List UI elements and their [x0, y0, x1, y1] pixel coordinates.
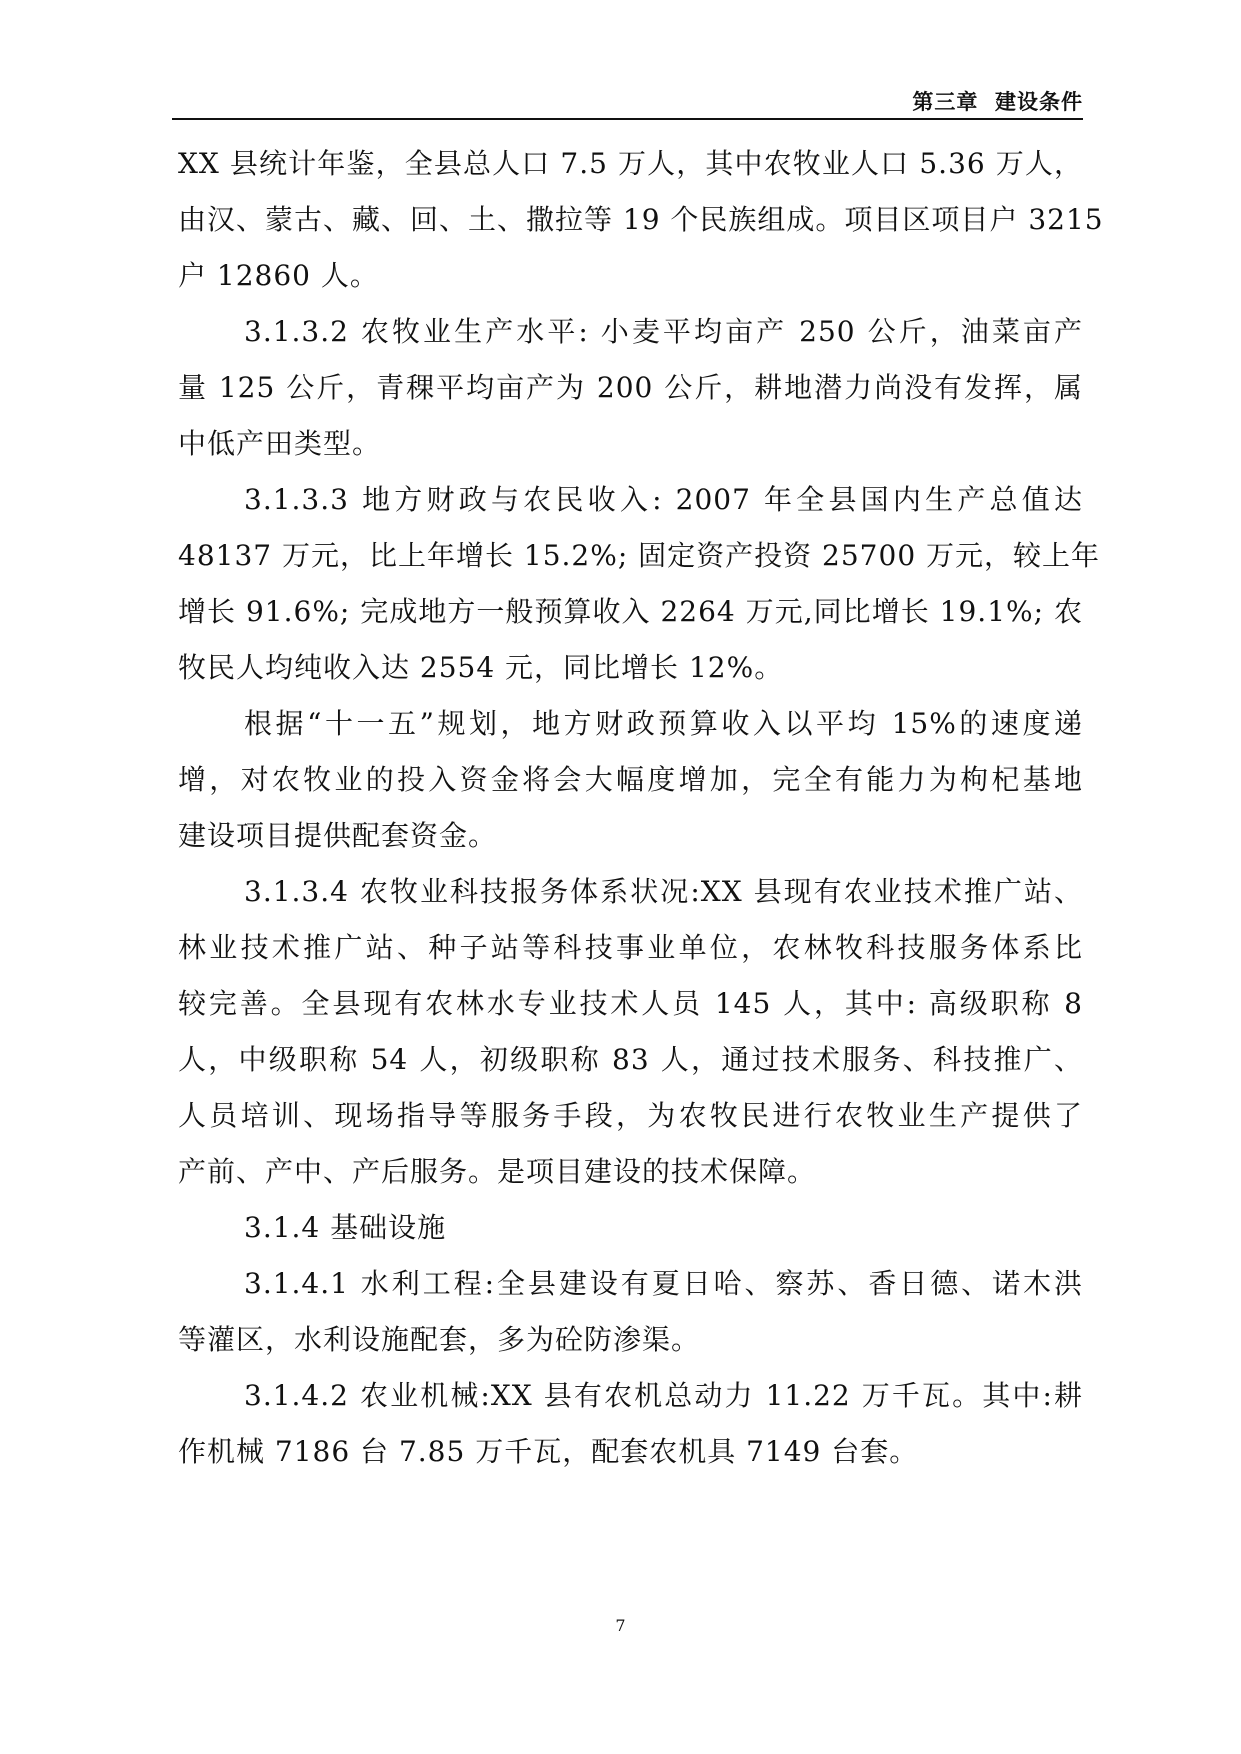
- body-line: 根据“十一五”规划，地方财政预算收入以平均 15%的速度递: [244, 707, 1083, 740]
- section-heading: 3.1.4 基础设施: [244, 1211, 447, 1244]
- body-line: 作机械 7186 台 7.85 万千瓦，配套农机具 7149 台套。: [178, 1435, 919, 1468]
- body-line: 增，对农牧业的投入资金将会大幅度增加，完全有能力为枸杞基地: [178, 763, 1083, 796]
- body-line: 建设项目提供配套资金。: [178, 819, 498, 852]
- header-rule: [172, 118, 1083, 120]
- body-line: 3.1.3.4 农牧业科技报务体系状况:XX 县现有农业技术推广站、: [244, 875, 1083, 908]
- page-number: 7: [615, 1616, 626, 1635]
- body-line: 量 125 公斤，青稞平均亩产为 200 公斤，耕地潜力尚没有发挥，属: [178, 371, 1083, 404]
- body-line: XX 县统计年鉴，全县总人口 7.5 万人，其中农牧业人口 5.36 万人，: [178, 147, 1083, 180]
- body-line: 由汉、蒙古、藏、回、土、撒拉等 19 个民族组成。项目区项目户 3215: [178, 203, 1104, 236]
- body-line: 户 12860 人。: [178, 259, 379, 292]
- body-line: 等灌区，水利设施配套，多为砼防渗渠。: [178, 1323, 701, 1356]
- body-line: 人员培训、现场指导等服务手段，为农牧民进行农牧业生产提供了: [178, 1099, 1083, 1132]
- body-line: 中低产田类型。: [178, 427, 382, 460]
- body-line: 3.1.4.1 水利工程:全县建设有夏日哈、察苏、香日德、诺木洪: [244, 1267, 1083, 1300]
- body-line: 牧民人均纯收入达 2554 元，同比增长 12%。: [178, 651, 784, 684]
- body-line: 3.1.4.2 农业机械:XX 县有农机总动力 11.22 万千瓦。其中:耕: [244, 1379, 1083, 1412]
- body-line: 人，中级职称 54 人，初级职称 83 人，通过技术服务、科技推广、: [178, 1043, 1083, 1076]
- body-line: 3.1.3.2 农牧业生产水平: 小麦平均亩产 250 公斤，油菜亩产: [244, 315, 1083, 348]
- body-line: 林业技术推广站、种子站等科技事业单位，农林牧科技服务体系比: [178, 931, 1083, 964]
- body-line: 48137 万元，比上年增长 15.2%; 固定资产投资 25700 万元，较上年: [178, 539, 1101, 572]
- body-line: 较完善。全县现有农林水专业技术人员 145 人，其中: 高级职称 8: [178, 987, 1083, 1020]
- body-line: 3.1.3.3 地方财政与农民收入: 2007 年全县国内生产总值达: [244, 483, 1083, 516]
- body-line: 产前、产中、产后服务。是项目建设的技术保障。: [178, 1155, 817, 1188]
- running-header: 第三章 建设条件: [912, 90, 1083, 114]
- body-line: 增长 91.6%; 完成地方一般预算收入 2264 万元,同比增长 19.1%; 农: [178, 595, 1083, 628]
